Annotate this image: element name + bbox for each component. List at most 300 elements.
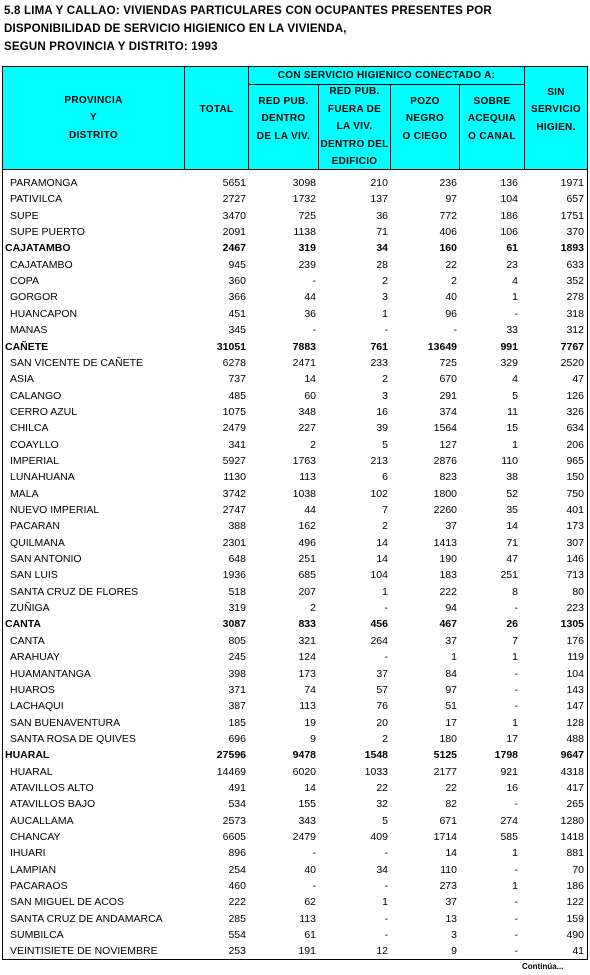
total-cell: 2091 — [222, 226, 246, 239]
title-line-3: SEGUN PROVINCIA Y DISTRITO: 1993 — [4, 41, 218, 53]
acequia-cell: 47 — [506, 553, 518, 566]
sin-servicio-cell: 881 — [566, 847, 584, 860]
district-row — [3, 257, 587, 273]
row-name: IHUARI — [10, 847, 46, 860]
red-fuera-cell: 1 — [382, 896, 388, 909]
row-name: SAN BUENAVENTURA — [10, 716, 121, 729]
district-row — [3, 371, 587, 387]
pozo-cell: 127 — [439, 438, 457, 451]
pozo-cell: 2 — [451, 275, 457, 288]
row-name: VEINTISIETE DE NOVIEMBRE — [10, 945, 158, 958]
red-fuera-cell: - — [384, 651, 388, 664]
red-fuera-cell: - — [384, 324, 388, 337]
red-dentro-cell: 2 — [310, 602, 316, 615]
acequia-cell: 33 — [506, 324, 518, 337]
red-fuera-cell: 32 — [376, 798, 388, 811]
acequia-cell: 26 — [506, 618, 518, 631]
row-name: CERRO AZUL — [10, 405, 78, 418]
pozo-cell: 14 — [445, 847, 457, 860]
acequia-cell: 4 — [512, 373, 518, 386]
acequia-cell: - — [514, 945, 518, 958]
red-fuera-cell: 76 — [376, 700, 388, 713]
acequia-cell: 61 — [506, 242, 518, 255]
total-cell: 2301 — [222, 536, 246, 549]
sin-servicio-cell: 634 — [566, 422, 584, 435]
total-cell: 185 — [228, 716, 246, 729]
district-row — [3, 682, 587, 698]
acequia-cell: 17 — [506, 732, 518, 745]
acequia-cell: 1 — [512, 438, 518, 451]
pozo-cell: 183 — [439, 569, 457, 582]
row-name: SANTA CRUZ DE ANDAMARCA — [10, 912, 163, 925]
total-cell: 896 — [228, 847, 246, 860]
pozo-cell: 96 — [445, 307, 457, 320]
red-fuera-cell: 2 — [382, 520, 388, 533]
sin-servicio-cell: 173 — [566, 520, 584, 533]
red-fuera-cell: 2 — [382, 373, 388, 386]
pozo-cell: 97 — [445, 683, 457, 696]
acequia-cell: 1 — [512, 880, 518, 893]
row-name: CANTA — [10, 634, 45, 647]
pozo-cell: 37 — [445, 896, 457, 909]
total-cell: 14469 — [216, 765, 246, 778]
acequia-cell: - — [514, 896, 518, 909]
pozo-cell: 17 — [445, 716, 457, 729]
pozo-cell: 84 — [445, 667, 457, 680]
row-name: PACARAN — [10, 520, 60, 533]
acequia-cell: 991 — [500, 340, 518, 353]
acequia-cell: 1 — [512, 291, 518, 304]
pozo-cell: 13649 — [427, 340, 457, 353]
sin-servicio-cell: 47 — [572, 373, 584, 386]
district-row — [3, 518, 587, 534]
red-dentro-cell: 44 — [304, 291, 316, 304]
row-name: HUARAL — [10, 765, 53, 778]
acequia-cell: 1 — [512, 716, 518, 729]
sin-servicio-cell: 417 — [566, 781, 584, 794]
district-row — [3, 927, 587, 943]
district-row — [3, 584, 587, 600]
row-name: ZUÑIGA — [10, 602, 50, 615]
total-cell: 254 — [228, 863, 246, 876]
table-body — [2, 170, 588, 960]
header-total: TOTAL — [199, 104, 234, 116]
pozo-cell: 180 — [439, 732, 457, 745]
pozo-cell: 9 — [451, 945, 457, 958]
red-dentro-cell: 251 — [298, 553, 316, 566]
red-dentro-cell: 833 — [298, 618, 316, 631]
total-cell: 371 — [228, 683, 246, 696]
district-row — [3, 633, 587, 649]
header-sin-servicio: SIN SERVICIO HIGIEN. — [530, 86, 581, 133]
red-fuera-cell: 22 — [376, 781, 388, 794]
acequia-cell: 11 — [507, 405, 518, 418]
red-dentro-cell: 162 — [298, 520, 316, 533]
red-dentro-cell: 113 — [299, 471, 316, 484]
red-dentro-cell: 496 — [298, 536, 316, 549]
red-dentro-cell: 44 — [304, 504, 316, 516]
red-fuera-cell: 456 — [370, 618, 388, 631]
red-fuera-cell: 264 — [370, 634, 388, 647]
total-cell: 518 — [228, 585, 246, 598]
sin-servicio-cell: 176 — [566, 634, 584, 647]
row-name: LUNAHUANA — [10, 471, 75, 484]
row-name: MALA — [10, 487, 39, 500]
total-cell: 360 — [228, 275, 246, 288]
total-cell: 1075 — [222, 405, 246, 418]
red-fuera-cell: 36 — [376, 209, 388, 222]
row-name: SAN ANTONIO — [10, 553, 82, 566]
district-row — [3, 437, 587, 453]
table-title — [4, 2, 584, 56]
red-dentro-cell: 2479 — [292, 831, 316, 843]
total-cell: 27596 — [216, 749, 246, 762]
sin-servicio-cell: 370 — [566, 226, 584, 239]
total-cell: 3470 — [222, 209, 246, 222]
red-dentro-cell: 19 — [304, 716, 316, 729]
acequia-cell: 16 — [506, 781, 518, 794]
row-name: SAN LUIS — [10, 569, 58, 582]
pozo-cell: 725 — [439, 356, 457, 369]
red-fuera-cell: 1 — [382, 585, 388, 598]
red-dentro-cell: 1038 — [292, 487, 316, 500]
district-row — [3, 453, 587, 469]
district-row — [3, 486, 587, 502]
district-row — [3, 175, 587, 191]
sin-servicio-cell: 9647 — [560, 749, 584, 762]
title-line-2: DISPONIBILIDAD DE SERVICIO HIGIENICO EN LA VIVIENDA, — [4, 23, 347, 35]
red-dentro-cell: 36 — [304, 307, 316, 320]
acequia-cell: 110 — [501, 454, 518, 467]
sin-servicio-cell: 41 — [572, 945, 584, 958]
red-dentro-cell: 60 — [304, 389, 316, 402]
pozo-cell: 40 — [445, 291, 457, 304]
sin-servicio-cell: 1971 — [560, 177, 584, 189]
total-cell: 345 — [228, 324, 246, 337]
sin-servicio-cell: 633 — [566, 258, 584, 271]
total-cell: 2467 — [222, 242, 246, 255]
province-row — [3, 747, 587, 763]
red-dentro-cell: 14 — [304, 781, 316, 794]
district-row — [3, 698, 587, 714]
red-fuera-cell: 37 — [376, 667, 388, 680]
red-fuera-cell: 7 — [382, 504, 388, 516]
pozo-cell: 82 — [445, 798, 457, 811]
district-row — [3, 813, 587, 829]
district-row — [3, 191, 587, 207]
header-red-fuera: RED PUB. FUERA DE LA VIV. DENTRO DEL EDIFICIO — [320, 86, 389, 168]
pozo-cell: 467 — [439, 618, 457, 631]
pozo-cell: 5125 — [433, 749, 457, 762]
district-row — [3, 862, 587, 878]
sin-servicio-cell: 965 — [566, 454, 584, 467]
district-row — [3, 322, 587, 338]
header-provincia-distrito: PROVINCIA Y DISTRITO — [64, 94, 123, 141]
row-name: SUPE — [10, 209, 39, 222]
red-fuera-cell: 1548 — [364, 749, 388, 762]
total-cell: 366 — [228, 291, 246, 304]
total-cell: 398 — [228, 667, 246, 680]
red-fuera-cell: 28 — [376, 258, 388, 271]
total-cell: 451 — [228, 307, 246, 320]
header-acequia: SOBRE ACEQUIA O CANAL — [467, 95, 517, 142]
row-name: PARAMONGA — [10, 177, 78, 189]
red-fuera-cell: 213 — [370, 454, 388, 467]
red-fuera-cell: - — [384, 912, 388, 925]
pozo-cell: 2876 — [433, 454, 457, 467]
district-row — [3, 829, 587, 845]
red-fuera-cell: 14 — [376, 536, 388, 549]
acequia-cell: 14 — [506, 520, 518, 533]
total-cell: 341 — [228, 438, 246, 451]
row-name: QUILMANA — [10, 536, 65, 549]
district-row — [3, 502, 587, 518]
pozo-cell: 670 — [439, 373, 457, 386]
sin-servicio-cell: 143 — [566, 683, 584, 696]
sin-servicio-cell: 265 — [566, 798, 584, 811]
sin-servicio-cell: 1751 — [560, 209, 584, 222]
acequia-cell: 1798 — [494, 749, 518, 762]
row-name: AUCALLAMA — [10, 814, 74, 827]
row-name: SAN MIGUEL DE ACOS — [10, 896, 124, 909]
pozo-cell: - — [453, 324, 457, 337]
sin-servicio-cell: 146 — [566, 553, 584, 566]
red-dentro-cell: 9 — [310, 732, 316, 745]
total-cell: 696 — [228, 732, 246, 745]
red-dentro-cell: 725 — [298, 209, 316, 222]
total-cell: 2479 — [222, 422, 246, 435]
red-dentro-cell: - — [312, 275, 316, 288]
district-row — [3, 780, 587, 796]
pozo-cell: 374 — [439, 405, 457, 418]
pozo-cell: 273 — [439, 880, 457, 893]
acequia-cell: - — [514, 798, 518, 811]
red-fuera-cell: 39 — [376, 422, 388, 435]
red-fuera-cell: 57 — [376, 683, 388, 696]
red-fuera-cell: 409 — [370, 831, 388, 843]
pozo-cell: 2260 — [433, 504, 457, 516]
acequia-cell: 71 — [506, 536, 518, 549]
district-row — [3, 306, 587, 322]
red-fuera-cell: - — [384, 602, 388, 615]
sin-servicio-cell: 70 — [572, 863, 584, 876]
red-fuera-cell: 233 — [370, 356, 388, 369]
acequia-cell: - — [514, 683, 518, 696]
province-row — [3, 339, 587, 355]
pozo-cell: 22 — [445, 258, 457, 271]
district-row — [3, 764, 587, 780]
pozo-cell: 110 — [440, 863, 457, 876]
row-name: CHANCAY — [10, 831, 61, 843]
pozo-cell: 1564 — [433, 422, 457, 435]
row-name: IMPERIAL — [10, 454, 60, 467]
red-fuera-cell: 210 — [370, 177, 388, 189]
acequia-cell: - — [514, 307, 518, 320]
sin-servicio-cell: 147 — [566, 700, 584, 713]
district-row — [3, 649, 587, 665]
red-dentro-cell: 207 — [298, 585, 316, 598]
total-cell: 5927 — [222, 454, 246, 467]
total-cell: 3087 — [222, 618, 246, 631]
district-row — [3, 404, 587, 420]
sin-servicio-cell: 1280 — [560, 814, 584, 827]
red-dentro-cell: - — [312, 847, 316, 860]
row-name: CALANGO — [10, 389, 62, 402]
continues-note: Continúa... — [522, 962, 564, 971]
total-cell: 2573 — [222, 814, 246, 827]
red-dentro-cell: 62 — [304, 896, 316, 909]
sin-servicio-cell: 401 — [566, 504, 584, 516]
sin-servicio-cell: 713 — [566, 569, 584, 582]
district-row — [3, 289, 587, 305]
pozo-cell: 37 — [445, 520, 457, 533]
acequia-cell: 585 — [500, 831, 518, 843]
total-cell: 387 — [228, 700, 246, 713]
total-cell: 31051 — [216, 340, 246, 353]
sin-servicio-cell: 278 — [566, 291, 584, 304]
red-fuera-cell: 14 — [376, 553, 388, 566]
row-name: ATAVILLOS ALTO — [10, 781, 94, 794]
red-dentro-cell: 319 — [298, 242, 316, 255]
total-cell: 554 — [228, 929, 246, 942]
sin-servicio-cell: 312 — [566, 324, 584, 337]
red-dentro-cell: 227 — [298, 422, 316, 435]
row-name: ASIA — [10, 373, 34, 386]
acequia-cell: 38 — [506, 471, 518, 484]
sin-servicio-cell: 104 — [566, 667, 584, 680]
pozo-cell: 22 — [445, 781, 457, 794]
acequia-cell: 186 — [500, 209, 518, 222]
red-fuera-cell: 3 — [382, 389, 388, 402]
red-fuera-cell: 34 — [376, 242, 388, 255]
red-fuera-cell: 12 — [376, 945, 388, 958]
row-name: HUARAL — [5, 749, 50, 762]
row-name: COAYLLO — [10, 438, 59, 451]
red-fuera-cell: - — [384, 929, 388, 942]
pozo-cell: 222 — [439, 585, 457, 598]
row-name: CAJATAMBO — [10, 258, 73, 271]
red-dentro-cell: 321 — [298, 634, 316, 647]
row-name: CANTA — [5, 618, 41, 631]
acequia-cell: 23 — [506, 258, 518, 271]
acequia-cell: - — [514, 863, 518, 876]
district-row — [3, 273, 587, 289]
district-row — [3, 878, 587, 894]
district-row — [3, 600, 587, 616]
row-name: LAMPIAN — [10, 863, 57, 876]
red-dentro-cell: 124 — [298, 651, 316, 664]
district-row — [3, 911, 587, 927]
red-fuera-cell: 1 — [382, 307, 388, 320]
acequia-cell: 8 — [512, 585, 518, 598]
district-row — [3, 943, 587, 959]
acequia-cell: - — [514, 929, 518, 942]
sin-servicio-cell: 7767 — [560, 340, 584, 353]
sin-servicio-cell: 128 — [566, 716, 584, 729]
pozo-cell: 160 — [439, 242, 457, 255]
total-cell: 805 — [228, 634, 246, 647]
sin-servicio-cell: 4318 — [560, 765, 584, 778]
pozo-cell: 1800 — [433, 487, 457, 500]
red-dentro-cell: 239 — [298, 258, 316, 271]
row-name: COPA — [10, 275, 39, 288]
red-fuera-cell: 5 — [382, 814, 388, 827]
red-fuera-cell: 6 — [382, 471, 388, 484]
pozo-cell: 13 — [445, 912, 457, 925]
red-dentro-cell: 173 — [298, 667, 316, 680]
total-cell: 222 — [228, 896, 246, 909]
sin-servicio-cell: 126 — [566, 389, 584, 402]
red-fuera-cell: 5 — [382, 438, 388, 451]
district-row — [3, 388, 587, 404]
pozo-cell: 190 — [439, 553, 457, 566]
pozo-cell: 1714 — [433, 831, 457, 843]
row-name: SANTA CRUZ DE FLORES — [10, 585, 139, 598]
total-cell: 648 — [228, 553, 246, 566]
red-dentro-cell: 7883 — [292, 340, 316, 353]
total-cell: 534 — [228, 798, 246, 811]
acequia-cell: 106 — [500, 226, 518, 239]
red-dentro-cell: 155 — [298, 798, 316, 811]
total-cell: 253 — [228, 945, 246, 958]
district-row — [3, 355, 587, 371]
sin-servicio-cell: 307 — [566, 536, 584, 549]
district-row — [3, 208, 587, 224]
row-name: SANTA ROSA DE QUIVES — [10, 732, 136, 745]
district-row — [3, 535, 587, 551]
sin-servicio-cell: 2520 — [560, 356, 584, 369]
sin-servicio-cell: 318 — [566, 307, 584, 320]
acequia-cell: 4 — [512, 275, 518, 288]
sin-servicio-cell: 657 — [566, 193, 584, 206]
acequia-cell: 274 — [500, 814, 518, 827]
total-cell: 485 — [228, 389, 246, 402]
red-fuera-cell: - — [384, 880, 388, 893]
row-name: ATAVILLOS BAJO — [10, 798, 96, 811]
red-fuera-cell: 2 — [382, 275, 388, 288]
red-dentro-cell: 2 — [310, 438, 316, 451]
red-fuera-cell: 137 — [370, 193, 388, 206]
total-cell: 2727 — [222, 193, 246, 206]
acequia-cell: 15 — [506, 422, 518, 435]
red-fuera-cell: 20 — [376, 716, 388, 729]
acequia-cell: - — [514, 912, 518, 925]
sin-servicio-cell: 326 — [566, 405, 584, 418]
red-dentro-cell: - — [312, 880, 316, 893]
acequia-cell: 35 — [506, 504, 518, 516]
row-name: HUAROS — [10, 683, 55, 696]
red-dentro-cell: 74 — [304, 683, 316, 696]
total-cell: 319 — [228, 602, 246, 615]
sin-servicio-cell: 750 — [566, 487, 584, 500]
district-row — [3, 894, 587, 910]
row-name: SAN VICENTE DE CAÑETE — [10, 356, 144, 369]
pozo-cell: 1 — [451, 651, 457, 664]
acequia-cell: - — [514, 667, 518, 680]
acequia-cell: 1 — [512, 651, 518, 664]
row-name: MANAS — [10, 324, 48, 337]
acequia-cell: 104 — [500, 193, 518, 206]
sin-servicio-cell: 1418 — [560, 831, 584, 843]
red-fuera-cell: 102 — [370, 487, 388, 500]
row-name: LACHAQUI — [10, 700, 64, 713]
acequia-cell: 1 — [512, 847, 518, 860]
acequia-cell: 329 — [500, 356, 518, 369]
district-row — [3, 731, 587, 747]
province-row — [3, 240, 587, 256]
sin-servicio-cell: 488 — [566, 732, 584, 745]
province-row — [3, 616, 587, 632]
